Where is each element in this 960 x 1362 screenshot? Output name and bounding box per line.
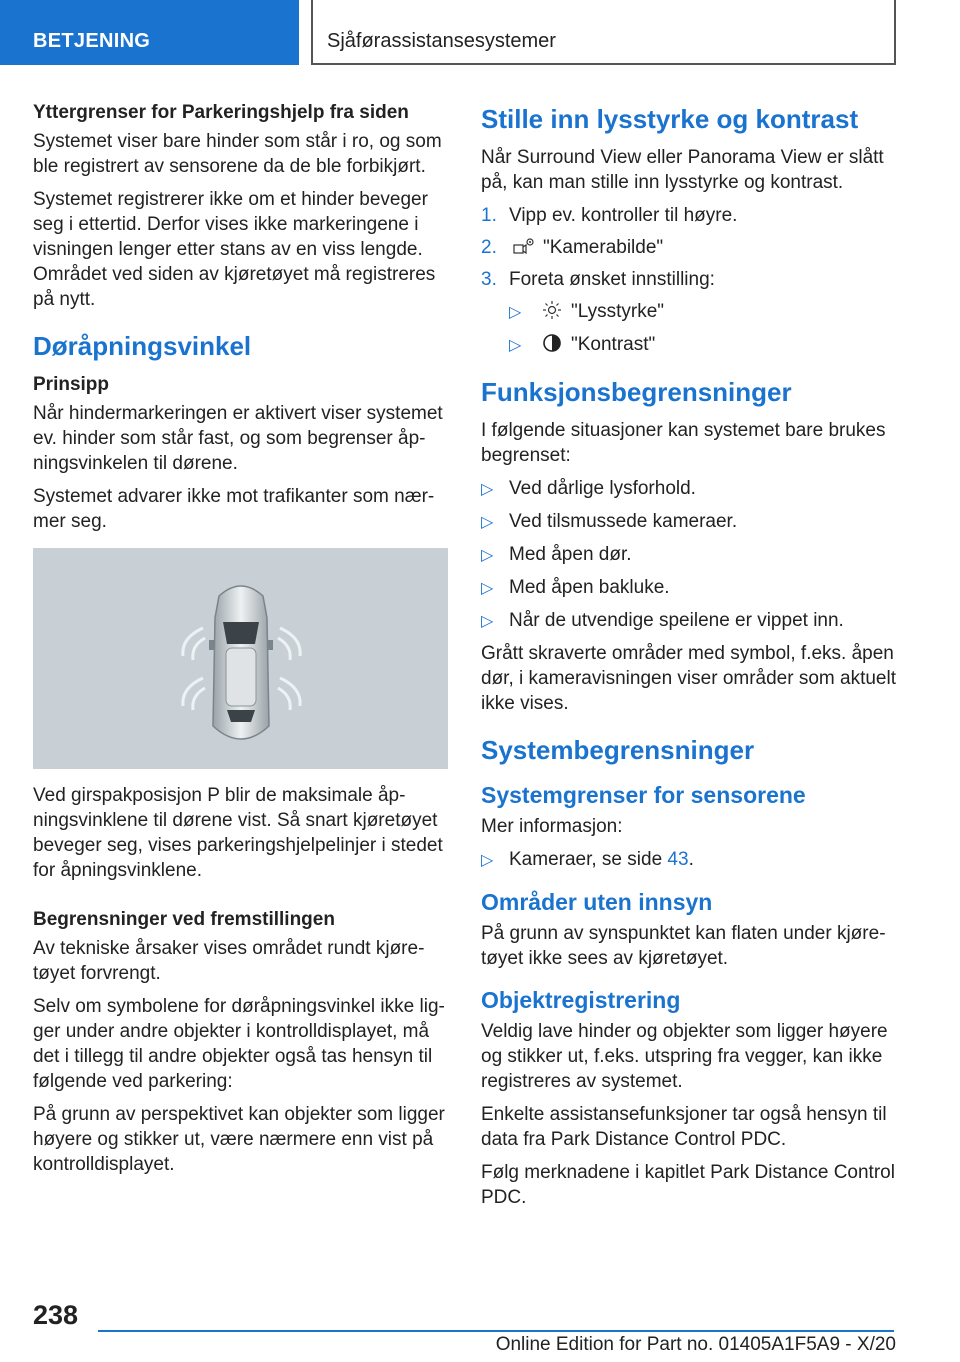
brightness-icon [541,300,563,320]
right-column [481,100,896,1218]
heading-systemgrenser-sensorer: Systemgrenser for sensorene [481,782,806,808]
heading-begrensninger: Begrensninger ved fremstillingen [33,909,335,930]
list-item-text: Ved dårlige lysforhold. [509,478,696,499]
substep-text: "Lysstyrke" [571,301,665,322]
paragraph: Systemet viser bare hinder som står i ro, og som ble registrert av sensorene da de ble forbikjørt. [33,131,442,177]
car-top-view-icon [33,548,448,769]
list-item-text: Med åpen dør. [509,544,632,565]
footer-edition: Online Edition for Part no. 01405A1F5A9 - X/20 [495,1334,896,1355]
list-item [481,847,896,873]
camera-settings-icon [513,236,535,256]
heading-yttergrenser: Yttergrenser for Parkeringshjelp fra siden [33,102,409,123]
list-item [509,299,896,325]
step-number: 3. [481,269,497,290]
bullet-marker: ▷ [481,613,494,630]
paragraph: På grunn av synspunktet kan flaten under kjøretøyet ikke sees av kjøretøyet. [481,923,886,969]
paragraph: Mer informasjon: [481,816,623,837]
paragraph: Følg merknadene i kapitlet Park Distance Control PDC. [481,1162,895,1208]
bullet-marker: ▷ [481,481,494,498]
list-item [509,332,896,358]
step-text: Foreta ønsket innstilling: [509,269,715,290]
paragraph: Systemet advarer ikke mot trafikanter som nærmer seg. [33,486,435,532]
paragraph: Veldig lave hinder og objekter som ligger høyere og stikker ut, f.eks. utspring fra vegger, kan ikke registreres av systemet. [481,1021,888,1092]
substeps-list [509,299,896,358]
paragraph: Grått skraverte områder med symbol, f.eks. åpen dør, i kameravisningen viser områder som aktuelt ikke vises. [481,643,896,714]
heading-prinsipp: Prinsipp [33,374,110,395]
paragraph: Av tekniske årsaker vises området rundt kjøretøyet forvrengt. [33,938,425,984]
list-item [481,203,896,228]
list-item-text: Ved tilsmussede kameraer. [509,511,738,532]
chapter-tab [311,0,896,65]
list-item [481,476,896,502]
bullet-marker: ▷ [509,337,522,354]
sensor-list [481,847,896,873]
bullet-marker: ▷ [481,547,494,564]
section-tab [0,0,299,65]
heading-objektregistrering: Objektregistrering [481,987,681,1013]
paragraph: Når hindermarkeringen er aktivert viser systemet ev. hinder som står fast, og som begrenser åpningsvinkelen til dørene. [33,403,443,474]
substep-text: "Kontrast" [571,334,656,355]
list-item [481,267,896,292]
paragraph: Selv om symbolene for døråpningsvinkel ikke ligger under andre objekter i kontrolldisplayet, må det i tillegg til andre objekter også tas hensyn til følgende ved parkering: [33,996,445,1092]
list-item [481,509,896,535]
list-item-text: Med åpen bakluke. [509,577,670,598]
paragraph: Systemet registrerer ikke om et hinder beveger seg i ettertid. Derfor vises ikke markeringene i visningen lenger etter stans av en viss lengde. Området ved siden av kjøretøyet må registreres på nytt. [33,189,436,310]
door-angle-figure [33,548,448,769]
heading-doraapningsvinkel: Døråpningsvinkel [33,331,252,361]
list-item-text: Når de utvendige speilene er vippet inn. [509,610,844,631]
step-text: Vipp ev. kontroller til høyre. [509,205,738,226]
heading-funksjonsbegrensninger: Funksjonsbegrensninger [481,377,792,407]
section-title: BETJENING [33,30,151,52]
heading-omrader-uten-innsyn: Områder uten innsyn [481,889,713,915]
bullet-marker: ▷ [481,580,494,597]
bullet-marker: ▷ [481,852,494,869]
contrast-icon [541,333,563,353]
heading-systembegrensninger: Systembegrensninger [481,735,755,765]
left-column [33,100,448,1185]
step-number: 2. [481,237,497,258]
list-item-text: Kameraer, se side [509,849,668,870]
page-number: 238 [33,1300,79,1330]
paragraph: Enkelte assistansefunksjoner tar også hensyn til data fra Park Distance Control PDC. [481,1104,887,1150]
paragraph: På grunn av perspektivet kan objekter som ligger høyere og stikker ut, være nærmere enn vist på kontrolldisplayet. [33,1104,445,1175]
list-item [481,575,896,601]
steps-list [481,203,896,358]
footer-divider [98,1330,894,1332]
paragraph: Ved girspakposisjon P blir de maksimale åpningsvinklene til dørene vist. Så snart kjøretøyet beveger seg, vises parkeringshjelpelinjer i stedet for åpningsvinklene. [33,785,443,881]
paragraph: Når Surround View eller Panorama View er slått på, kan man stille inn lysstyrke og kontrast. [481,147,884,193]
list-item [481,608,896,634]
step-text: "Kamerabilde" [543,237,664,258]
heading-lysstyrke: Stille inn lysstyrke og kontrast [481,104,859,134]
funk-list [481,476,896,634]
list-item [481,542,896,568]
list-item [481,235,896,260]
page-link[interactable]: 43 [667,849,689,870]
paragraph: I følgende situasjoner kan systemet bare brukes begrenset: [481,420,886,466]
chapter-title: Sjåførassistansesystemer [327,30,556,52]
bullet-marker: ▷ [481,514,494,531]
punctuation: . [688,849,694,870]
step-number: 1. [481,205,497,226]
bullet-marker: ▷ [509,304,522,321]
